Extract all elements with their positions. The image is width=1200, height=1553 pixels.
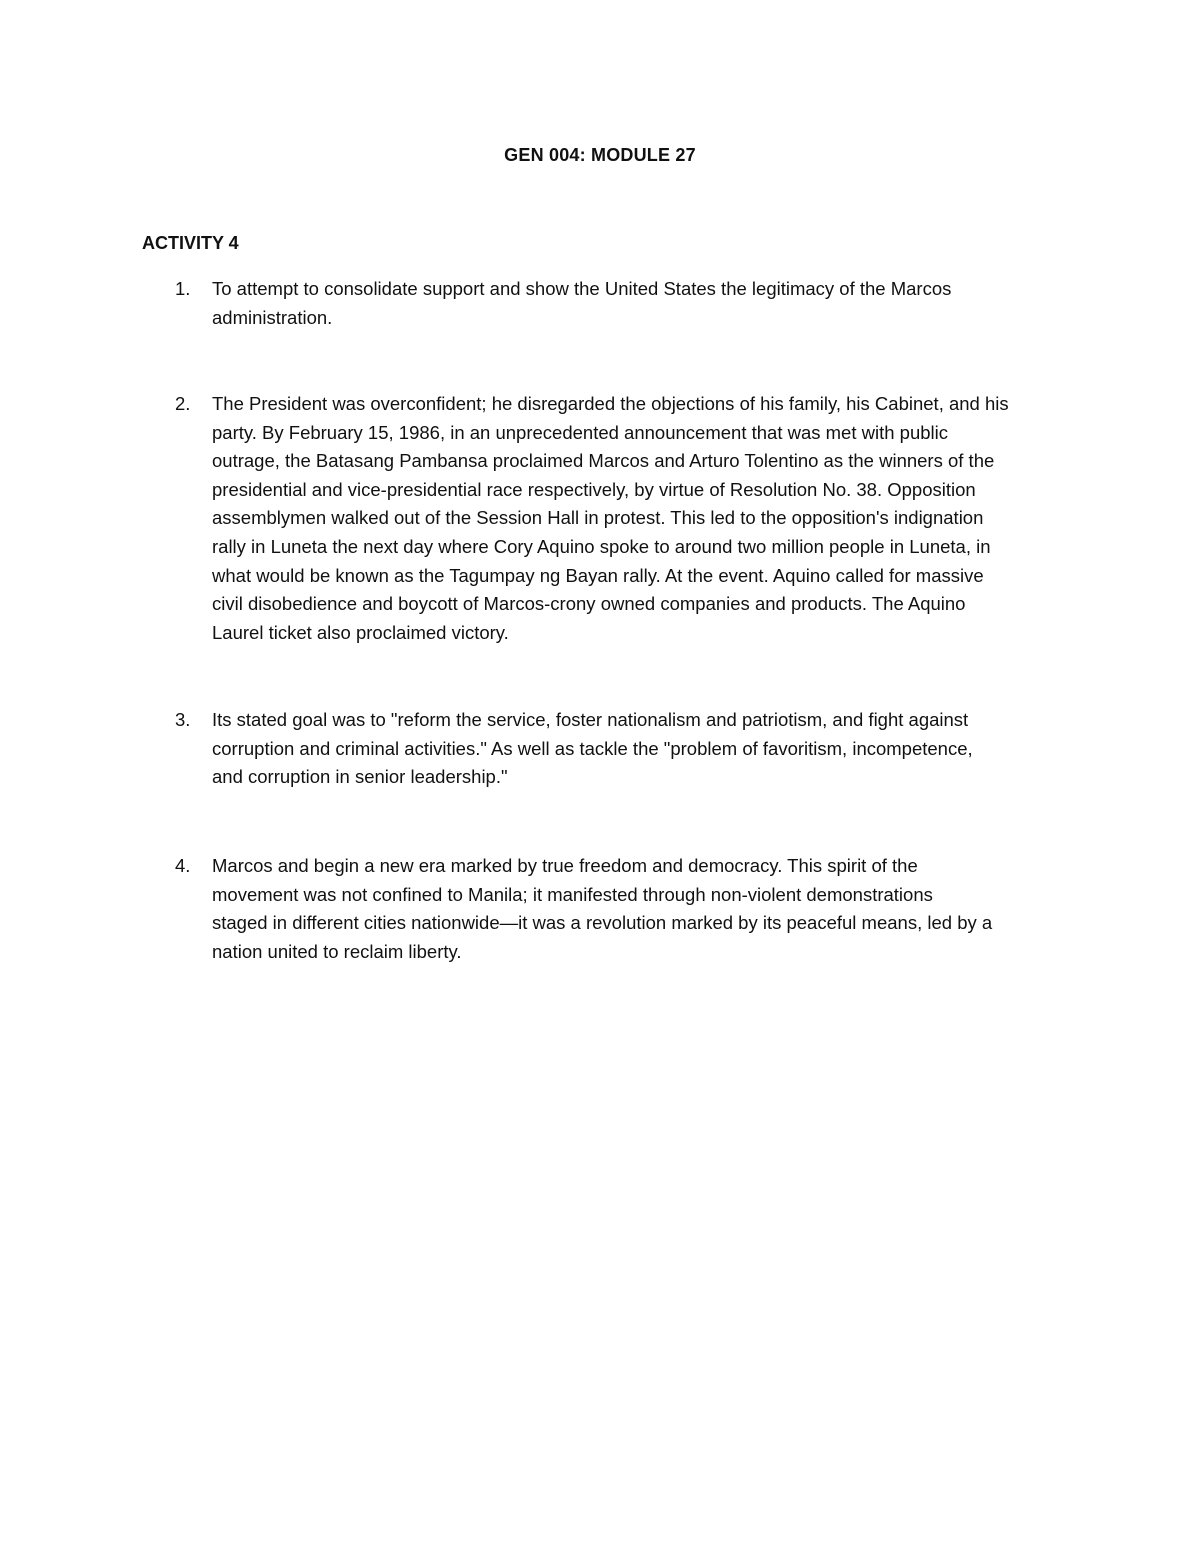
item-line: assemblymen walked out of the Session Hall in protest. This led to the opposition's indignation <box>212 507 984 529</box>
item-line: what would be known as the Tagumpay ng Bayan rally. At the event. Aquino called for massive <box>212 564 984 586</box>
item-line: movement was not confined to Manila; it manifested through non-violent demonstrations <box>212 883 933 905</box>
answer-item-1 <box>142 275 1072 332</box>
item-text <box>212 390 1072 647</box>
item-line: rally in Luneta the next day where Cory Aquino spoke to around two million people in Luneta, in <box>212 535 991 557</box>
item-number: 2. <box>175 393 191 414</box>
answer-item-3 <box>142 706 1072 792</box>
item-line: administration. <box>212 306 333 328</box>
item-line: To attempt to consolidate support and show the United States the legitimacy of the Marcos <box>212 278 952 299</box>
item-line: outrage, the Batasang Pambansa proclaimed Marcos and Arturo Tolentino as the winners of the <box>212 450 995 472</box>
item-line: Laurel ticket also proclaimed victory. <box>212 621 509 643</box>
item-line: Marcos and begin a new era marked by true freedom and democracy. This spirit of the <box>212 855 918 876</box>
item-number: 3. <box>175 709 191 730</box>
item-line: and corruption in senior leadership." <box>212 766 508 788</box>
item-line: staged in different cities nationwide—it was a revolution marked by its peaceful means, led by a <box>212 912 993 934</box>
document-title: GEN 004: MODULE 27 <box>504 145 696 165</box>
answer-item-4 <box>142 852 1072 966</box>
activity-heading: ACTIVITY 4 <box>142 233 239 253</box>
item-line: presidential and vice-presidential race respectively, by virtue of Resolution No. 38. Opposition <box>212 478 976 500</box>
item-text <box>212 852 1072 966</box>
item-text <box>212 275 1072 332</box>
item-line: civil disobedience and boycott of Marcos-crony owned companies and products. The Aquino <box>212 593 966 615</box>
item-number: 4. <box>175 855 191 876</box>
item-line: nation united to reclaim liberty. <box>212 940 462 962</box>
item-line: party. By February 15, 1986, in an unprecedented announcement that was met with public <box>212 421 948 443</box>
item-text <box>212 706 1072 792</box>
item-line: corruption and criminal activities." As well as tackle the "problem of favoritism, incompetence, <box>212 737 973 759</box>
item-line: The President was overconfident; he disregarded the objections of his family, his Cabinet, and his <box>212 393 1009 414</box>
item-line: Its stated goal was to "reform the service, foster nationalism and patriotism, and fight against <box>212 709 969 730</box>
answer-item-2 <box>142 390 1072 647</box>
item-number: 1. <box>175 278 191 299</box>
